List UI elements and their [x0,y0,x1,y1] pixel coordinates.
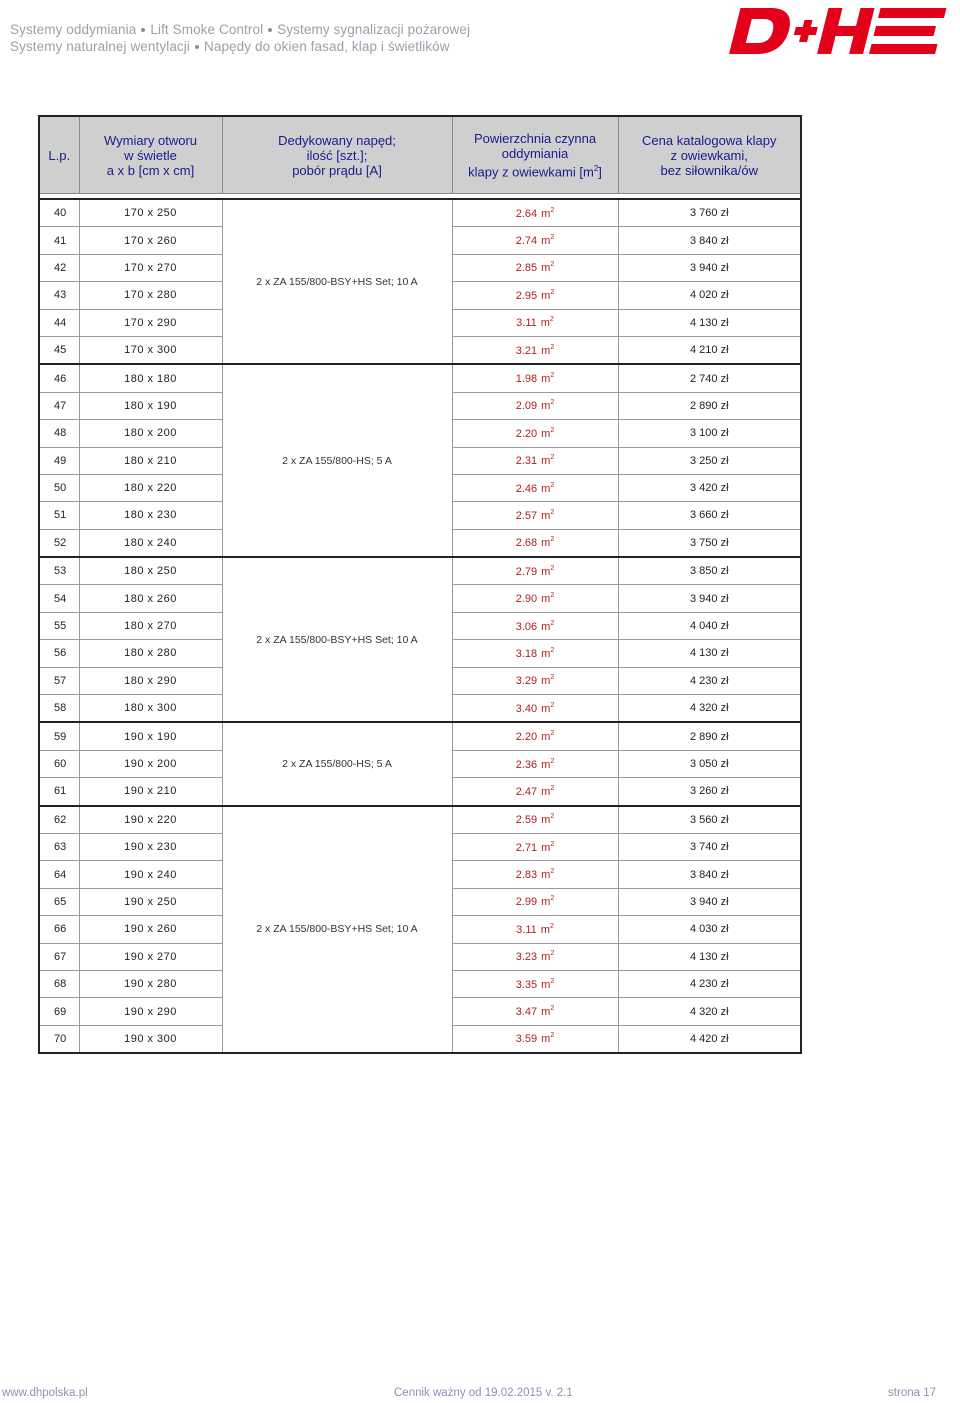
area-unit: m [541,675,551,688]
table-row [39,364,801,392]
cell-dimensions: 190 x 240 [79,861,222,888]
cell-price: 4 130 zł [618,943,801,970]
cell-lp: 59 [39,722,79,750]
area-unit: m [541,509,551,522]
cell-dimensions: 170 x 290 [79,309,222,336]
cell-lp: 58 [39,695,79,723]
area-unit: m [540,317,550,330]
area-unit-exponent: 2 [550,674,555,682]
cell-dimensions: 180 x 290 [79,667,222,694]
cell-lp: 43 [39,282,79,309]
cell-lp: 51 [39,502,79,529]
cell-price: 3 840 zł [618,227,801,254]
area-unit: m [541,400,551,413]
cell-lp: 44 [39,309,79,336]
cell-lp: 42 [39,254,79,281]
cell-price: 3 750 zł [618,529,801,557]
area-unit: m [541,1006,551,1019]
header-item: Systemy naturalnej wentylacji [10,39,190,54]
area-unit-exponent: 2 [550,840,555,848]
cell-area [452,916,618,943]
table-row [39,557,801,585]
cell-price: 2 740 zł [618,364,801,392]
footer-website[interactable]: www.dhpolska.pl [2,1387,88,1399]
header-line-2 [10,39,450,54]
cell-lp: 52 [39,529,79,557]
cell-dimensions: 190 x 230 [79,833,222,860]
cell-lp: 50 [39,474,79,501]
cell-area [452,640,618,667]
area-unit-exponent: 2 [550,784,555,792]
drive-group [39,806,801,1054]
area-unit: m [541,951,551,964]
cell-price: 3 260 zł [618,778,801,806]
cell-price: 3 840 zł [618,861,801,888]
area-unit: m [541,455,551,468]
cell-dimensions: 170 x 250 [79,199,222,227]
cell-dimensions: 180 x 220 [79,474,222,501]
cell-area [452,336,618,364]
dh-logo [716,2,956,60]
cell-lp: 67 [39,943,79,970]
cell-drive: 2 x ZA 155/800-HS; 5 A [222,364,452,557]
area-unit: m [541,207,551,220]
cell-lp: 41 [39,227,79,254]
cell-lp: 61 [39,778,79,806]
area-unit-exponent: 2 [550,813,555,821]
cell-area [452,502,618,529]
area-value: 2.99 [515,896,538,909]
col-header-area: Powierzchnia czynna oddymiania klapy z owiewkami $[m^2]$ [452,116,618,194]
area-unit: m [541,537,551,550]
drive-group [39,557,801,722]
cell-dimensions: 170 x 280 [79,282,222,309]
area-unit: m [541,262,551,275]
cell-price: 3 100 zł [618,420,801,447]
area-unit: m [541,731,551,744]
cell-dimensions: 180 x 250 [79,557,222,585]
cell-lp: 45 [39,336,79,364]
area-value: 3.11 [516,317,537,330]
cell-lp: 63 [39,833,79,860]
cell-price: 4 130 zł [618,640,801,667]
area-unit: m [541,289,551,302]
area-unit-exponent: 2 [550,454,555,462]
area-value: 3.47 [515,1006,538,1019]
area-value: 2.79 [515,565,538,578]
cell-dimensions: 170 x 270 [79,254,222,281]
cell-area [452,474,618,501]
cell-lp: 69 [39,998,79,1025]
cell-area [452,861,618,888]
area-value: 2.20 [515,731,538,744]
area-value: 3.21 [515,344,538,357]
area-unit-exponent: 2 [550,481,555,489]
area-unit: m [541,869,551,882]
cell-area [452,833,618,860]
price-table [38,115,802,1054]
cell-area [452,227,618,254]
cell-dimensions: 180 x 210 [79,447,222,474]
col-header-lp: L.p. [39,116,79,194]
cell-lp: 68 [39,970,79,997]
cell-dimensions: 190 x 290 [79,998,222,1025]
footer-validity: Cennik ważny od 19.02.2015 v. 2.1 [394,1387,573,1399]
cell-lp: 48 [39,420,79,447]
area-unit: m [541,841,551,854]
cell-area [452,722,618,750]
cell-area [452,888,618,915]
cell-price: 3 660 zł [618,502,801,529]
area-unit-exponent: 2 [550,234,555,242]
area-value: 2.64 [515,207,538,220]
cell-lp: 60 [39,750,79,777]
cell-lp: 46 [39,364,79,392]
cell-price: 4 320 zł [618,695,801,723]
area-unit-exponent: 2 [550,564,555,572]
area-unit: m [541,427,551,440]
area-value: 2.68 [515,537,538,550]
cell-lp: 49 [39,447,79,474]
cell-dimensions: 190 x 280 [79,970,222,997]
area-value: 2.36 [515,758,538,771]
cell-dimensions: 180 x 280 [79,640,222,667]
cell-price: 2 890 zł [618,722,801,750]
cell-dimensions: 180 x 300 [79,695,222,723]
area-unit-exponent: 2 [550,592,555,600]
col-header-dimensions: Wymiary otworu w świetle a x b [cm x cm] [79,116,222,194]
area-unit-exponent: 2 [550,868,555,876]
cell-area [452,1025,618,1053]
cell-price: 4 230 zł [618,970,801,997]
cell-area [452,695,618,723]
cell-lp: 55 [39,612,79,639]
footer-page-number: strona 17 [888,1387,936,1399]
cell-price: 4 420 zł [618,1025,801,1053]
cell-area [452,612,618,639]
area-unit-exponent: 2 [550,426,555,434]
col-header-drive: Dedykowany napęd; ilość [szt.]; pobór prądu [A] [222,116,452,194]
area-value: 2.83 [515,869,538,882]
area-unit-exponent: 2 [550,895,555,903]
area-unit-exponent: 2 [550,1032,555,1040]
cell-area [452,392,618,419]
cell-price: 3 940 zł [618,254,801,281]
area-unit: m [541,344,551,357]
table-row [39,722,801,750]
cell-lp: 40 [39,199,79,227]
area-unit: m [541,647,551,660]
cell-dimensions: 180 x 260 [79,585,222,612]
area-unit: m [541,1033,551,1046]
area-unit-exponent: 2 [550,206,555,214]
cell-price: 4 210 zł [618,336,801,364]
cell-drive: 2 x ZA 155/800-BSY+HS Set; 10 A [222,806,452,1054]
cell-area [452,750,618,777]
area-unit: m [541,235,551,248]
area-unit: m [541,373,551,386]
cell-lp: 70 [39,1025,79,1053]
area-value: 2.59 [515,814,538,827]
area-value: 3.18 [515,647,538,660]
cell-dimensions: 190 x 250 [79,888,222,915]
cell-price: 3 560 zł [618,806,801,834]
area-unit-exponent: 2 [550,508,555,516]
area-unit: m [541,702,551,715]
area-value: 3.59 [515,1033,538,1046]
area-value: 2.46 [515,482,538,495]
bullet-icon [268,28,272,32]
area-unit-exponent: 2 [550,343,555,351]
cell-dimensions: 180 x 200 [79,420,222,447]
cell-dimensions: 190 x 300 [79,1025,222,1053]
cell-price: 3 850 zł [618,557,801,585]
table-row [39,199,801,227]
cell-area [452,447,618,474]
cell-area [452,667,618,694]
cell-price: 3 050 zł [618,750,801,777]
cell-area [452,943,618,970]
area-value: 2.90 [515,593,538,606]
cell-dimensions: 190 x 200 [79,750,222,777]
cell-dimensions: 190 x 260 [79,916,222,943]
cell-lp: 64 [39,861,79,888]
cell-price: 3 940 zł [618,888,801,915]
area-value: 3.06 [515,620,538,633]
cell-lp: 54 [39,585,79,612]
area-value: 3.35 [515,978,538,991]
cell-price: 3 940 zł [618,585,801,612]
area-value: 2.74 [515,235,538,248]
cell-area [452,557,618,585]
header-line-1 [10,22,470,37]
cell-price: 3 250 zł [618,447,801,474]
area-unit: m [540,923,550,936]
cell-dimensions: 180 x 230 [79,502,222,529]
cell-price: 4 230 zł [618,667,801,694]
cell-dimensions: 180 x 270 [79,612,222,639]
area-value: 2.09 [515,400,538,413]
header-item: Napędy do okien fasad, klap i świetlików [203,39,450,54]
area-value: 1.98 [515,373,538,386]
area-value: 3.29 [515,675,538,688]
col-header-price: Cena katalogowa klapy z owiewkami, bez siłownika/ów [618,116,801,194]
area-value: 2.31 [515,455,538,468]
cell-lp: 66 [39,916,79,943]
cell-lp: 57 [39,667,79,694]
area-unit: m [541,482,551,495]
area-unit-exponent: 2 [550,950,555,958]
cell-area [452,309,618,336]
area-unit-exponent: 2 [550,977,555,985]
cell-area [452,998,618,1025]
cell-lp: 56 [39,640,79,667]
area-value: 2.95 [515,289,538,302]
cell-area [452,282,618,309]
area-unit-exponent: 2 [550,288,555,296]
cell-area [452,529,618,557]
cell-dimensions: 190 x 210 [79,778,222,806]
bullet-icon [195,45,199,49]
area-unit-exponent: 2 [550,701,555,709]
area-unit: m [541,814,551,827]
cell-price: 4 020 zł [618,282,801,309]
cell-area [452,364,618,392]
cell-dimensions: 180 x 190 [79,392,222,419]
cell-area [452,970,618,997]
area-unit-exponent: 2 [550,399,555,407]
cell-drive: 2 x ZA 155/800-HS; 5 A [222,722,452,805]
cell-price: 3 740 zł [618,833,801,860]
cell-lp: 62 [39,806,79,834]
cell-dimensions: 190 x 220 [79,806,222,834]
area-value: 2.85 [515,262,538,275]
cell-area [452,806,618,834]
cell-lp: 53 [39,557,79,585]
cell-dimensions: 190 x 270 [79,943,222,970]
drive-group [39,722,801,805]
area-unit-exponent: 2 [550,261,555,269]
area-unit: m [541,758,551,771]
area-unit-exponent: 2 [550,372,555,380]
cell-price: 3 420 zł [618,474,801,501]
cell-price: 3 760 zł [618,199,801,227]
area-unit: m [541,593,551,606]
cell-area [452,778,618,806]
cell-price: 4 320 zł [618,998,801,1025]
header-item: Systemy oddymiania [10,22,137,37]
area-unit-exponent: 2 [550,536,555,544]
cell-dimensions: 180 x 240 [79,529,222,557]
area-unit: m [541,978,551,991]
cell-area [452,420,618,447]
drive-group [39,199,801,364]
area-unit-exponent: 2 [550,757,555,765]
area-unit: m [541,565,551,578]
drive-group [39,364,801,557]
area-unit: m [541,896,551,909]
table-row [39,806,801,834]
area-unit-exponent: 2 [549,316,554,324]
cell-area [452,254,618,281]
cell-dimensions: 170 x 300 [79,336,222,364]
area-value: 3.40 [515,702,538,715]
table-header-row [39,116,801,194]
cell-dimensions: 170 x 260 [79,227,222,254]
area-value: 2.20 [515,427,538,440]
area-unit: m [541,620,551,633]
area-value: 2.71 [515,841,538,854]
cell-drive: 2 x ZA 155/800-BSY+HS Set; 10 A [222,557,452,722]
cell-price: 4 130 zł [618,309,801,336]
area-value: 2.47 [515,785,538,798]
area-unit: m [541,785,551,798]
cell-area [452,585,618,612]
area-value: 3.23 [515,951,538,964]
area-unit-exponent: 2 [549,922,554,930]
cell-dimensions: 180 x 180 [79,364,222,392]
area-unit-exponent: 2 [550,619,555,627]
cell-area [452,199,618,227]
cell-price: 4 030 zł [618,916,801,943]
cell-drive: 2 x ZA 155/800-BSY+HS Set; 10 A [222,199,452,364]
cell-price: 2 890 zł [618,392,801,419]
area-unit-exponent: 2 [550,1005,555,1013]
header-item: Systemy sygnalizacji pożarowej [277,22,471,37]
cell-dimensions: 190 x 190 [79,722,222,750]
area-value: 3.11 [516,923,537,936]
bullet-icon [141,28,145,32]
area-unit-exponent: 2 [550,646,555,654]
area-value: 2.57 [515,509,538,522]
cell-price: 4 040 zł [618,612,801,639]
cell-lp: 47 [39,392,79,419]
header-item: Lift Smoke Control [150,22,264,37]
cell-lp: 65 [39,888,79,915]
area-unit-exponent: 2 [550,730,555,738]
